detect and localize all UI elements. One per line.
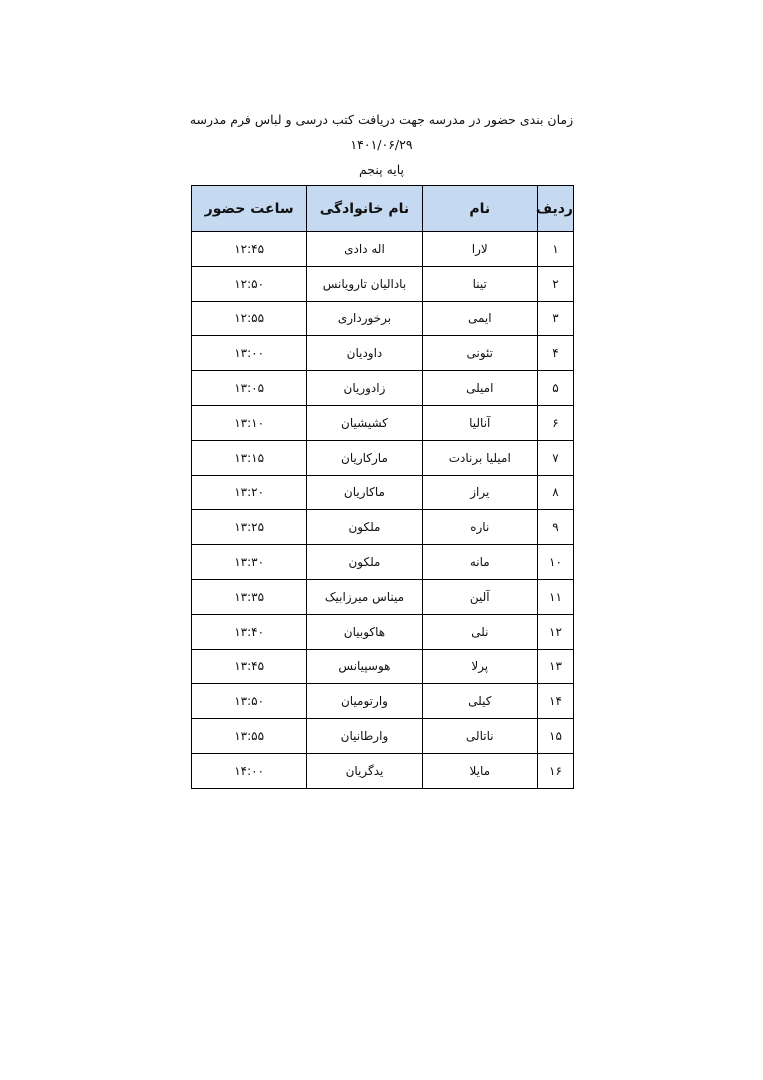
table-row bbox=[192, 545, 574, 580]
attendance-time-cell: ۱۳:۴۰ bbox=[192, 614, 307, 649]
attendance-time-cell: ۱۳:۱۵ bbox=[192, 440, 307, 475]
table-row bbox=[192, 301, 574, 336]
attendance-time-cell: ۱۳:۱۰ bbox=[192, 405, 307, 440]
row-number-cell: ۷ bbox=[537, 440, 573, 475]
last-name-cell: کشیشیان bbox=[307, 405, 422, 440]
first-name-cell: لارا bbox=[422, 232, 537, 267]
row-number-cell: ۴ bbox=[537, 336, 573, 371]
attendance-time-cell: ۱۳:۲۰ bbox=[192, 475, 307, 510]
table-row bbox=[192, 649, 574, 684]
attendance-time-cell: ۱۳:۳۰ bbox=[192, 545, 307, 580]
row-number-cell: ۵ bbox=[537, 371, 573, 406]
first-name-cell: مانه bbox=[422, 545, 537, 580]
attendance-time-cell: ۱۳:۰۰ bbox=[192, 336, 307, 371]
row-number-cell: ۱۲ bbox=[537, 614, 573, 649]
table-row bbox=[192, 475, 574, 510]
last-name-cell: وارتومیان bbox=[307, 684, 422, 719]
last-name-cell: زادوریان bbox=[307, 371, 422, 406]
last-name-cell: اله دادی bbox=[307, 232, 422, 267]
attendance-time-cell: ۱۳:۵۵ bbox=[192, 719, 307, 754]
table-row bbox=[192, 510, 574, 545]
first-name-cell: نلی bbox=[422, 614, 537, 649]
first-name-cell: امیلی bbox=[422, 371, 537, 406]
row-number-cell: ۱۵ bbox=[537, 719, 573, 754]
attendance-schedule-table bbox=[191, 185, 574, 789]
row-number-cell: ۶ bbox=[537, 405, 573, 440]
attendance-time-cell: ۱۳:۴۵ bbox=[192, 649, 307, 684]
last-name-cell: داودیان bbox=[307, 336, 422, 371]
table-row bbox=[192, 336, 574, 371]
row-number-cell: ۹ bbox=[537, 510, 573, 545]
table-row bbox=[192, 371, 574, 406]
row-number-cell: ۱۳ bbox=[537, 649, 573, 684]
table-row bbox=[192, 753, 574, 788]
column-header-attendance-time: ساعت حضور bbox=[192, 186, 307, 232]
row-number-cell: ۳ bbox=[537, 301, 573, 336]
first-name-cell: مایلا bbox=[422, 753, 537, 788]
last-name-cell: میناس میرزابیک bbox=[307, 579, 422, 614]
first-name-cell: ناتالی bbox=[422, 719, 537, 754]
last-name-cell: یدگریان bbox=[307, 753, 422, 788]
row-number-cell: ۱۴ bbox=[537, 684, 573, 719]
column-header-row-number: ردیف bbox=[537, 186, 573, 232]
first-name-cell: کیلی bbox=[422, 684, 537, 719]
attendance-time-cell: ۱۲:۴۵ bbox=[192, 232, 307, 267]
table-row bbox=[192, 232, 574, 267]
table-row bbox=[192, 440, 574, 475]
table-body bbox=[192, 232, 574, 789]
first-name-cell: ایمی bbox=[422, 301, 537, 336]
attendance-time-cell: ۱۳:۵۰ bbox=[192, 684, 307, 719]
table-row bbox=[192, 579, 574, 614]
last-name-cell: وارطانیان bbox=[307, 719, 422, 754]
row-number-cell: ۱۰ bbox=[537, 545, 573, 580]
first-name-cell: ناره bbox=[422, 510, 537, 545]
attendance-time-cell: ۱۳:۳۵ bbox=[192, 579, 307, 614]
table-row bbox=[192, 405, 574, 440]
attendance-time-cell: ۱۴:۰۰ bbox=[192, 753, 307, 788]
column-header-last-name: نام خانوادگی bbox=[307, 186, 422, 232]
last-name-cell: برخورداری bbox=[307, 301, 422, 336]
column-header-first-name: نام bbox=[422, 186, 537, 232]
first-name-cell: آلین bbox=[422, 579, 537, 614]
first-name-cell: یراز bbox=[422, 475, 537, 510]
last-name-cell: ملکون bbox=[307, 545, 422, 580]
row-number-cell: ۱ bbox=[537, 232, 573, 267]
table-row bbox=[192, 266, 574, 301]
document-title: زمان بندی حضور در مدرسه جهت دریافت کتب درسی و لباس فرم مدرسه bbox=[189, 112, 574, 127]
last-name-cell: مارکاریان bbox=[307, 440, 422, 475]
first-name-cell: تئونی bbox=[422, 336, 537, 371]
table-header-row bbox=[192, 186, 574, 232]
first-name-cell: تینا bbox=[422, 266, 537, 301]
first-name-cell: آنالیا bbox=[422, 405, 537, 440]
row-number-cell: ۲ bbox=[537, 266, 573, 301]
last-name-cell: هاکوبیان bbox=[307, 614, 422, 649]
table-row bbox=[192, 719, 574, 754]
last-name-cell: ماکاریان bbox=[307, 475, 422, 510]
row-number-cell: ۸ bbox=[537, 475, 573, 510]
table-row bbox=[192, 614, 574, 649]
attendance-time-cell: ۱۲:۵۵ bbox=[192, 301, 307, 336]
last-name-cell: ملکون bbox=[307, 510, 422, 545]
last-name-cell: بادالیان تارویانس bbox=[307, 266, 422, 301]
last-name-cell: هوسپیانس bbox=[307, 649, 422, 684]
attendance-time-cell: ۱۳:۲۵ bbox=[192, 510, 307, 545]
attendance-time-cell: ۱۲:۵۰ bbox=[192, 266, 307, 301]
attendance-time-cell: ۱۳:۰۵ bbox=[192, 371, 307, 406]
row-number-cell: ۱۱ bbox=[537, 579, 573, 614]
row-number-cell: ۱۶ bbox=[537, 753, 573, 788]
grade-label: پایه پنجم bbox=[358, 162, 405, 177]
first-name-cell: امیلیا برنادت bbox=[422, 440, 537, 475]
document-date: ۱۴۰۱/۰۶/۲۹ bbox=[350, 137, 413, 152]
table-row bbox=[192, 684, 574, 719]
first-name-cell: پرلا bbox=[422, 649, 537, 684]
